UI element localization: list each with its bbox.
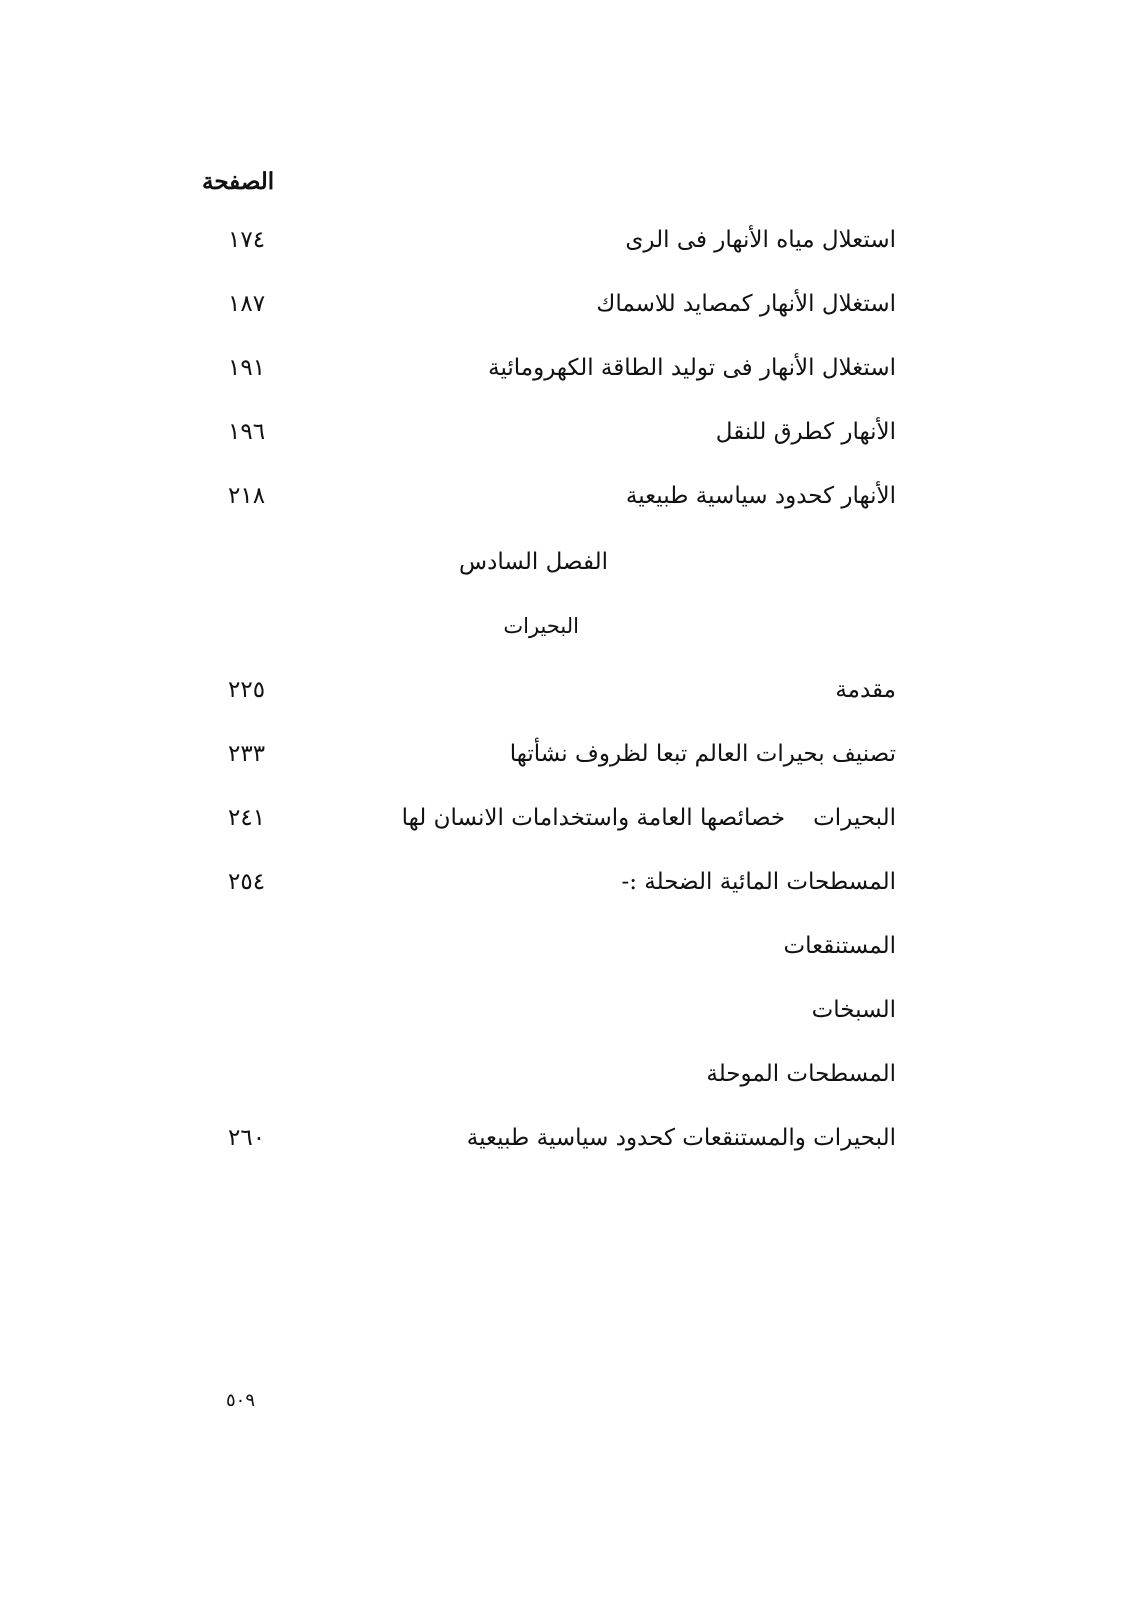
toc-entry-page: ٢٥٤ xyxy=(228,869,266,895)
toc-entry-title: الأنهار كحدود سياسية طبيعية xyxy=(625,483,896,509)
toc-entry-page: ١٩١ xyxy=(228,355,266,381)
chapter-title: البحيرات xyxy=(503,614,579,638)
toc-entry-title: استغلال الأنهار فى توليد الطاقة الكهرومائية xyxy=(488,355,896,381)
toc-entry-page: ٢٤١ xyxy=(228,805,266,831)
toc-entry-title: السبخات xyxy=(811,997,896,1023)
toc-row xyxy=(0,1118,1134,1158)
toc-entry-title: المستنقعات xyxy=(783,933,896,959)
toc-entry-page: ٢١٨ xyxy=(228,483,266,509)
toc-row xyxy=(0,990,1134,1030)
footer-page-number: ٥٠٩ xyxy=(226,1390,256,1411)
toc-entry-page: ١٨٧ xyxy=(228,291,266,317)
toc-row xyxy=(0,220,1134,260)
toc-entry-page: ١٩٦ xyxy=(228,419,266,445)
toc-row xyxy=(0,926,1134,966)
toc-entry-title-group xyxy=(402,798,896,838)
toc-row xyxy=(0,348,1134,388)
toc-entry-page: ٢٣٣ xyxy=(228,741,266,767)
chapter-label: الفصل السادس xyxy=(459,549,608,575)
toc-entry-title: استغلال الأنهار كمصايد للاسماك xyxy=(596,291,896,317)
toc-row xyxy=(0,862,1134,902)
toc-row xyxy=(0,1054,1134,1094)
toc-entry-title: المسطحات الموحلة xyxy=(706,1061,896,1087)
toc-entry-subtitle: خصائصها العامة واستخدامات الانسان لها xyxy=(401,805,786,831)
toc-row xyxy=(0,476,1134,516)
toc-row xyxy=(0,412,1134,452)
toc-entry-title: مقدمة xyxy=(835,677,896,703)
toc-entry-page: ٢٢٥ xyxy=(228,677,266,703)
toc-row xyxy=(0,734,1134,774)
page-column-header: الصفحة xyxy=(202,168,275,195)
toc-entry-page: ١٧٤ xyxy=(228,227,266,253)
toc-entry-title: استعلال مياه الأنهار فى الرى xyxy=(625,227,896,253)
toc-entry-title: المسطحات المائية الضحلة :- xyxy=(621,869,896,895)
toc-row xyxy=(0,670,1134,710)
toc-row xyxy=(0,284,1134,324)
toc-entry-title: البحيرات والمستنقعات كحدود سياسية طبيعية xyxy=(466,1125,896,1151)
toc-entry-title: البحيرات xyxy=(813,805,896,831)
toc-row xyxy=(0,798,1134,838)
toc-entry-title: تصنيف بحيرات العالم تبعا لظروف نشأتها xyxy=(509,741,896,767)
toc-entry-title: الأنهار كطرق للنقل xyxy=(715,419,896,445)
toc-entry-page: ٢٦٠ xyxy=(228,1125,266,1151)
